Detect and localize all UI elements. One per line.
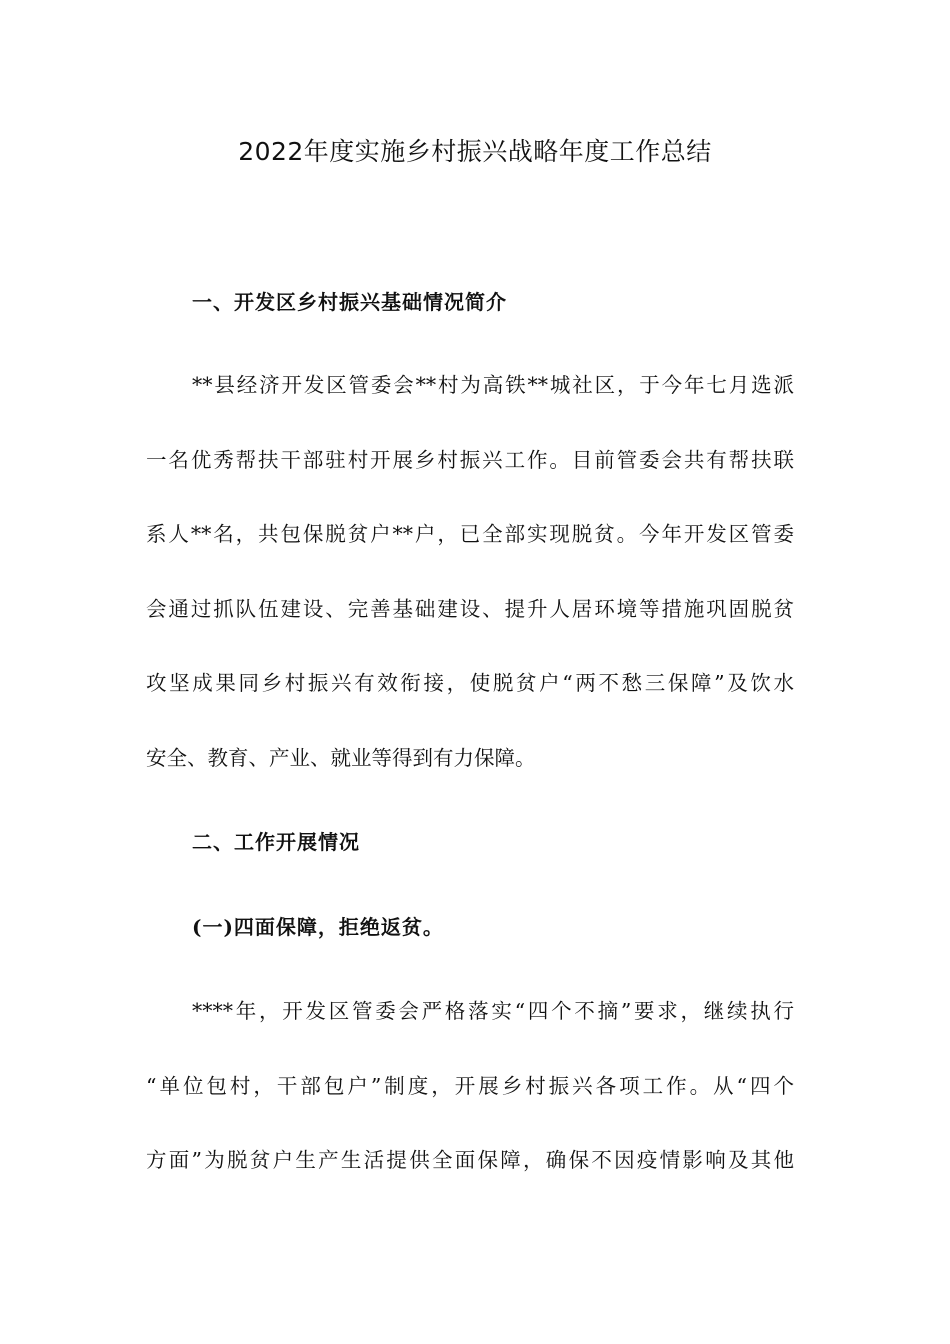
section-1-paragraph-line: 会通过抓队伍建设、完善基础建设、提升人居环境等措施巩固脱贫 bbox=[146, 597, 794, 621]
section-1-paragraph-line: 一名优秀帮扶干部驻村开展乡村振兴工作。目前管委会共有帮扶联 bbox=[146, 448, 794, 472]
section-1-paragraph-line: **县经济开发区管委会**村为高铁**城社区，于今年七月选派 bbox=[192, 373, 794, 397]
section-2-paragraph-line: ****年，开发区管委会严格落实“四个不摘”要求，继续执行 bbox=[192, 999, 794, 1023]
section-1-paragraph-line: 攻坚成果同乡村振兴有效衔接，使脱贫户“两不愁三保障”及饮水 bbox=[146, 671, 794, 695]
section-1-heading: 一、开发区乡村振兴基础情况简介 bbox=[192, 290, 507, 314]
section-2-paragraph-line: “单位包村，干部包户”制度，开展乡村振兴各项工作。从“四个 bbox=[146, 1074, 794, 1098]
section-2-subheading: (一)四面保障，拒绝返贫。 bbox=[192, 915, 444, 939]
section-1-paragraph-line: 安全、教育、产业、就业等得到有力保障。 bbox=[146, 746, 536, 770]
section-2-paragraph-line: 方面”为脱贫户生产生活提供全面保障，确保不因疫情影响及其他 bbox=[146, 1148, 794, 1172]
document-title: 2022年度实施乡村振兴战略年度工作总结 bbox=[238, 137, 712, 166]
section-2-heading: 二、工作开展情况 bbox=[192, 830, 360, 854]
section-1-paragraph-line: 系人**名，共包保脱贫户**户，已全部实现脱贫。今年开发区管委 bbox=[146, 522, 794, 546]
